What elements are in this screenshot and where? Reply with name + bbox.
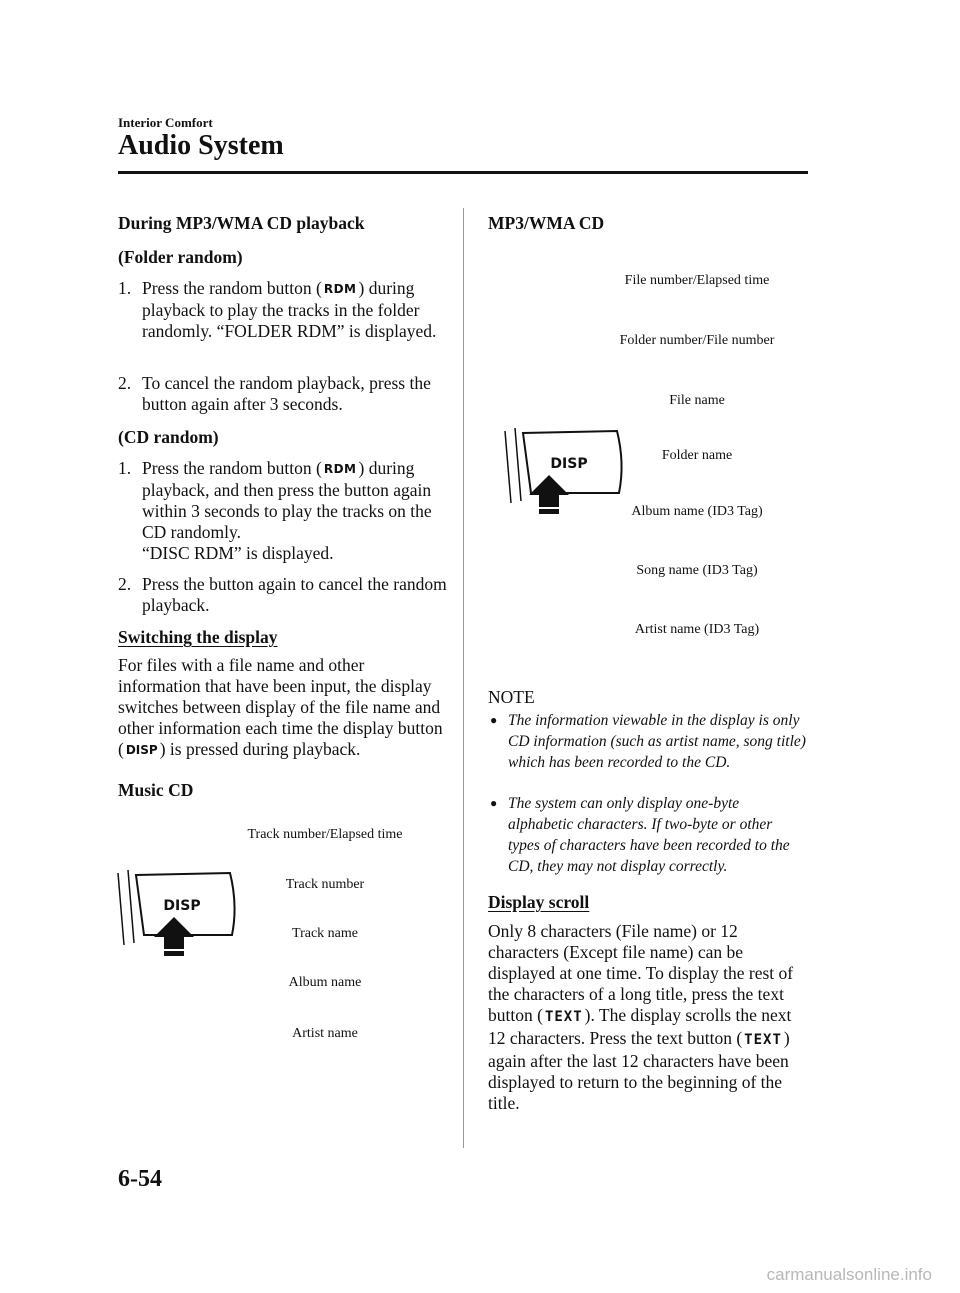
text-button-icon: TEXT <box>544 1009 583 1025</box>
mp3-cd-disp-diagram <box>497 423 632 518</box>
step-number: 2. <box>118 574 132 594</box>
heading-cd-random: (CD random) <box>118 427 219 447</box>
heading-display-scroll: Display scroll <box>488 892 590 912</box>
bullet-icon: ● <box>490 713 498 727</box>
note-item: ● The system can only display one-byte alphabetic characters. If two-byte or other types of characters have been recorded to the CD, they may not display correctly. <box>490 795 790 875</box>
switching-paragraph: For files with a file name and other information that have been input, the display switches between display of the file name and other information each time the display button ( DISP ) is pressed during playback. <box>118 655 443 759</box>
folder-random-step-2 <box>118 373 448 415</box>
mp3-cd-item: Artist name (ID3 Tag) <box>634 622 760 637</box>
column-divider <box>463 208 464 1148</box>
heading-mp3-wma-cd: MP3/WMA CD <box>488 213 605 233</box>
music-cd-item: Album name <box>288 975 362 990</box>
heading-switching-display: Switching the display <box>118 627 278 647</box>
section-label: Interior Comfort <box>118 115 213 130</box>
bullet-icon: ● <box>490 796 498 810</box>
mp3-cd-item: Folder name <box>661 448 733 463</box>
page-title: Audio System <box>118 130 284 161</box>
cd-random-step-1 <box>118 458 448 563</box>
note-item: ● The information viewable in the display is only CD information (such as artist name, song title) which has been recorded to the CD. <box>490 712 806 771</box>
music-cd-item: Track number <box>285 877 365 892</box>
page-number: 6-54 <box>118 1166 162 1192</box>
text-button-icon: TEXT <box>744 1032 782 1048</box>
step-text: Press the random button ( RDM ) during playback to play the tracks in the folder randomly. “FOLDER RDM” is displayed. <box>142 278 437 341</box>
heading-folder-random: (Folder random) <box>118 247 243 267</box>
step-text: Press the random button ( RDM ) during playback, and then press the button again within 3 seconds to play the tracks on the CD randomly. “DISC RDM” is displayed. <box>142 458 432 563</box>
music-cd-item: Artist name <box>292 1026 358 1041</box>
disp-button-label: DISP <box>550 456 588 472</box>
mp3-cd-item: Song name (ID3 Tag) <box>636 563 758 578</box>
music-cd-disp-diagram <box>110 865 245 960</box>
title-divider <box>118 171 808 174</box>
watermark: carmanualsonline.info <box>766 1265 932 1284</box>
disp-button-label: DISP <box>163 898 201 914</box>
note-label: NOTE <box>488 687 535 707</box>
step-text: To cancel the random playback, press the button again after 3 seconds. <box>142 373 431 414</box>
rdm-button-icon: RDM <box>323 462 357 476</box>
mp3-cd-item: Album name (ID3 Tag) <box>631 504 763 519</box>
cd-random-step-2 <box>118 574 448 616</box>
music-cd-item: Track name <box>292 926 358 941</box>
mp3-cd-item: Folder number/File number <box>619 333 775 348</box>
mp3-cd-item: File name <box>669 393 725 408</box>
folder-random-step-1 <box>118 278 448 362</box>
step-text: Press the button again to cancel the random playback. <box>142 574 447 615</box>
disp-button-icon: DISP <box>125 743 158 757</box>
step-number: 1. <box>118 458 132 478</box>
heading-mp3-playback: During MP3/WMA CD playback <box>118 213 365 233</box>
heading-music-cd: Music CD <box>118 780 194 800</box>
music-cd-item: Track number/Elapsed time <box>247 827 403 842</box>
mp3-cd-item: File number/Elapsed time <box>624 273 770 288</box>
display-scroll-paragraph: Only 8 characters (File name) or 12 characters (Except file name) can be displayed at one time. To display the rest of the characters of a long title, press the text button ( TEXT ). The display scrolls the next 12 characters. Press the text button ( TEXT ) again after the last 12 characters have been displayed to return to the beginning of the title. <box>488 921 794 1113</box>
step-number: 2. <box>118 373 132 393</box>
rdm-button-icon: RDM <box>323 282 357 296</box>
step-number: 1. <box>118 278 132 298</box>
